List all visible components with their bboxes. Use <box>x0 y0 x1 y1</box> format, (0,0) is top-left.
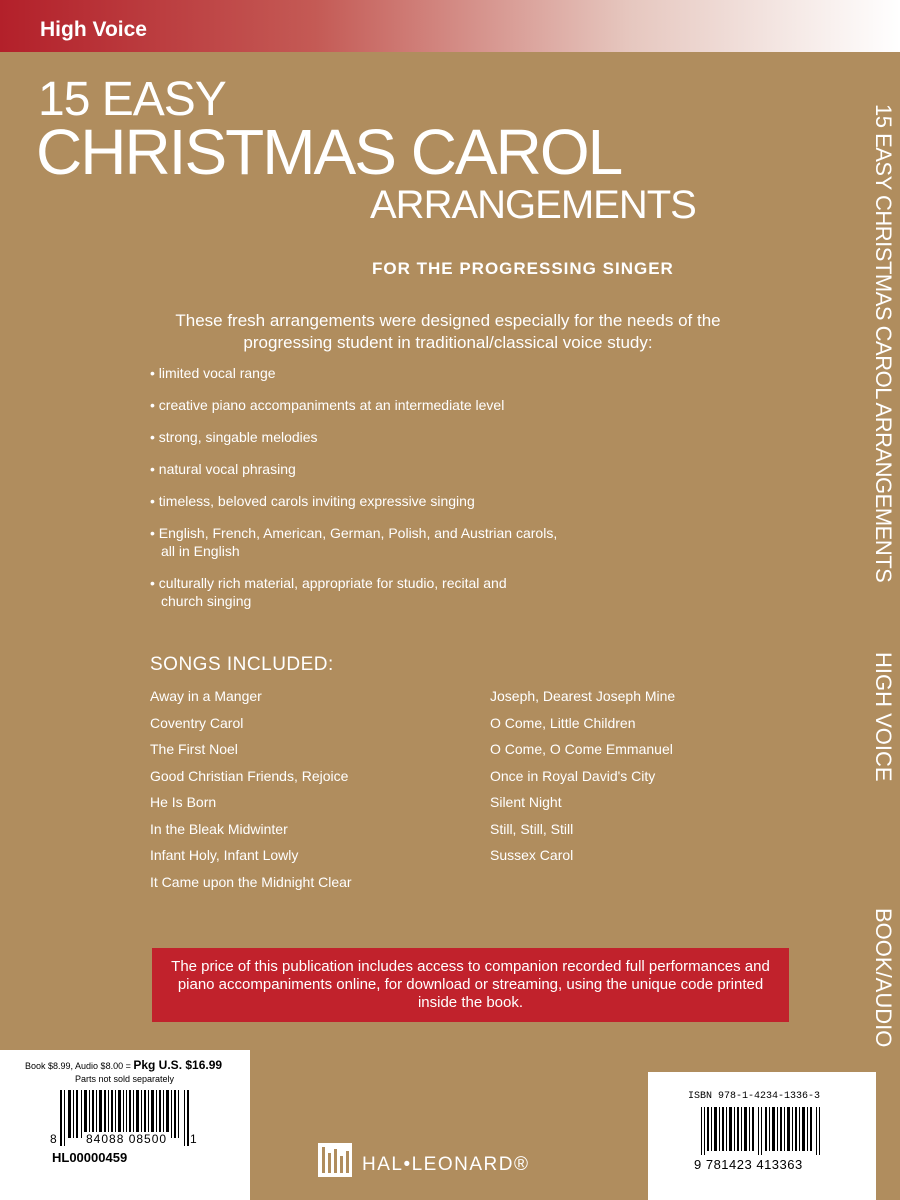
feature-text: creative piano accompaniments at an intermediate level <box>158 397 505 413</box>
upc-right-digit: 1 <box>190 1132 197 1146</box>
feature-item <box>150 524 670 560</box>
song-item: Coventry Carol <box>150 714 244 731</box>
feature-item <box>150 428 670 446</box>
hal-leonard-mark-icon <box>318 1143 352 1177</box>
song-item: O Come, O Come Emmanuel <box>490 741 673 757</box>
song-item: The First Noel <box>150 741 238 757</box>
upc-left-digit: 8 <box>50 1132 57 1146</box>
isbn-label: ISBN 978-1-4234-1336-3 <box>688 1091 821 1102</box>
song-item: Once in Royal David's City <box>490 767 656 784</box>
price-sticker <box>0 1050 250 1200</box>
spine-voice: HIGH VOICE <box>871 652 896 782</box>
song-item: Infant Holy, Infant Lowly <box>150 847 299 863</box>
songs-heading: SONGS INCLUDED: <box>150 654 334 675</box>
publisher-name: HAL•LEONARD® <box>362 1154 530 1175</box>
song-item: Silent Night <box>490 794 562 810</box>
title-line-1: 15 EASY <box>38 73 226 126</box>
song-item: Good Christian Friends, Rejoice <box>150 767 349 784</box>
feature-item <box>150 492 670 510</box>
feature-item <box>150 574 670 610</box>
song-item: He Is Born <box>150 794 217 810</box>
feature-text-continued: all in English <box>161 543 240 559</box>
song-item: O Come, Little Children <box>490 714 636 731</box>
song-item: Still, Still, Still <box>490 820 574 837</box>
header-band <box>0 0 900 52</box>
feature-text-continued: church singing <box>161 593 252 609</box>
songs-list-right <box>490 686 675 872</box>
song-item: In the Bleak Midwinter <box>150 820 288 837</box>
audio-notice-text: The price of this publication includes access to companion recorded full performances and piano accompaniments online, for download or streaming, using the unique code printed inside the book. <box>171 958 770 1011</box>
subtitle: FOR THE PROGRESSING SINGER <box>372 259 674 278</box>
song-item: Sussex Carol <box>490 847 574 863</box>
feature-item <box>150 364 670 382</box>
price-note: Parts not sold separately <box>75 1074 175 1084</box>
audio-notice-box <box>152 948 789 1022</box>
song-item: Away in a Manger <box>150 688 262 704</box>
feature-item <box>150 460 670 478</box>
feature-text: English, French, American, German, Polish, and Austrian carols, <box>158 525 558 541</box>
spine-title: 15 EASY CHRISTMAS CAROL ARRANGEMENTS <box>871 104 896 583</box>
feature-text: culturally rich material, appropriate for studio, recital and <box>158 575 507 591</box>
price-line <box>25 1058 222 1072</box>
songs-list-left <box>150 686 352 898</box>
spine-format: BOOK/AUDIO <box>871 908 896 1048</box>
feature-item <box>150 396 670 414</box>
song-item: Joseph, Dearest Joseph Mine <box>490 688 676 704</box>
publisher-logo <box>318 1140 588 1180</box>
feature-text: strong, singable melodies <box>158 429 318 445</box>
feature-text: timeless, beloved carols inviting expressive singing <box>158 493 475 509</box>
title-line-2: CHRISTMAS CAROL <box>36 116 622 188</box>
item-code: HL00000459 <box>52 1150 128 1165</box>
feature-text: natural vocal phrasing <box>158 461 296 477</box>
price-breakdown: Book $8.99, Audio $8.00 = <box>25 1061 134 1071</box>
song-item: It Came upon the Midnight Clear <box>150 873 352 890</box>
feature-text: limited vocal range <box>158 365 276 381</box>
isbn-barcode <box>701 1107 821 1155</box>
isbn-barcode-digits: 9 781423 413363 <box>694 1157 803 1172</box>
package-price: Pkg U.S. $16.99 <box>133 1058 223 1072</box>
voice-tag: High Voice <box>40 18 147 41</box>
title-line-3: ARRANGEMENTS <box>370 183 696 227</box>
isbn-sticker <box>648 1072 876 1200</box>
intro-text: These fresh arrangements were designed especially for the needs of the progressing student in traditional/classical voice study: <box>175 311 721 352</box>
upc-digits: 84088 08500 <box>86 1132 168 1146</box>
feature-list <box>150 364 670 624</box>
